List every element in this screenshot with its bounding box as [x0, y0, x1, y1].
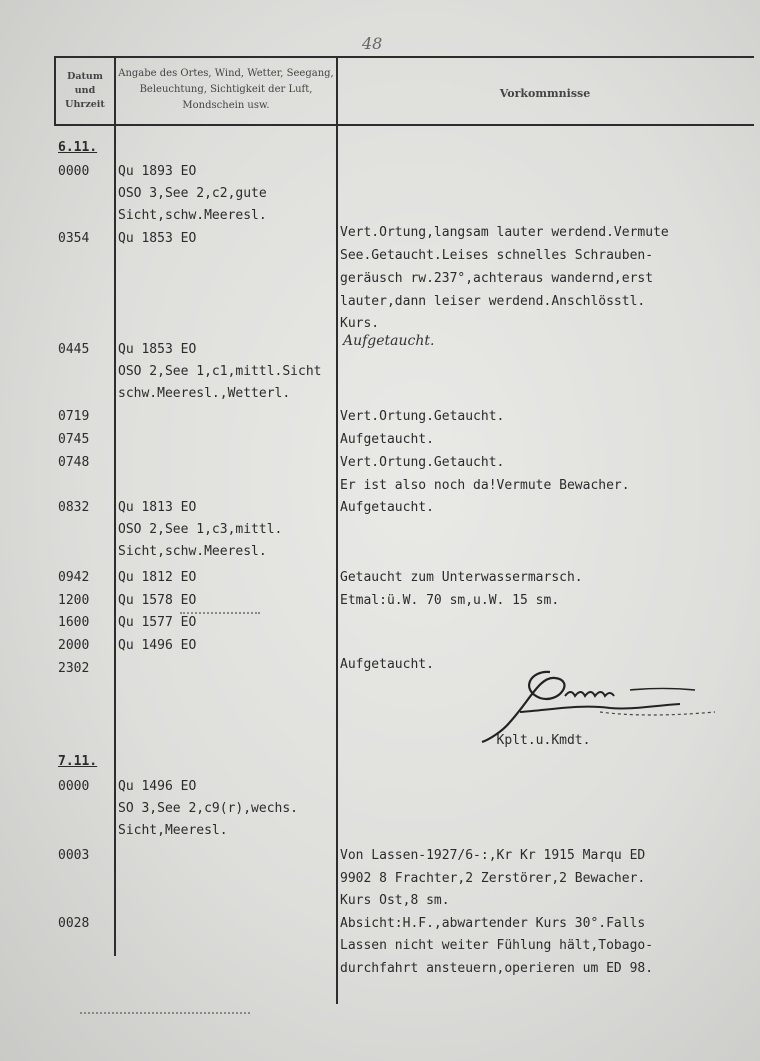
log-line-p0000a2: OSO 3,See 2,c2,gute [118, 186, 267, 201]
log-line-d2: 7.11. [58, 754, 98, 769]
log-line-p1200: Qu 1578 EO [118, 593, 197, 608]
log-line-v0748a: Vert.Ortung.Getaucht. [340, 455, 505, 470]
log-line-v0028b: Lassen nicht weiter Fühlung hält,Tobago- [340, 938, 654, 953]
page-number: 48 [362, 34, 383, 53]
log-line-t2000: 2000 [58, 638, 90, 653]
log-line-t0719: 0719 [58, 409, 90, 424]
log-line-v0745: Aufgetaucht. [340, 432, 434, 447]
log-line-v0354b: See.Getaucht.Leises schnelles Schrauben- [340, 248, 654, 263]
log-line-p0000a1: Qu 1893 EO [118, 164, 197, 179]
log-line-p0000b2: SO 3,See 2,c9(r),wechs. [118, 801, 299, 816]
log-line-t0748: 0748 [58, 455, 90, 470]
log-line-t1600: 1600 [58, 615, 90, 630]
log-line-d1: 6.11. [58, 140, 98, 155]
log-line-p0445a: Qu 1853 EO [118, 342, 197, 357]
log-line-v0354a: Vert.Ortung,langsam lauter werdend.Vermute [340, 225, 669, 240]
log-line-t0354: 0354 [58, 231, 90, 246]
dotted-mark-2 [80, 1012, 250, 1014]
log-line-t0745: 0745 [58, 432, 90, 447]
log-line-p2000: Qu 1496 EO [118, 638, 197, 653]
log-line-t1200: 1200 [58, 593, 90, 608]
log-line-v0354e: Kurs. [340, 316, 380, 331]
log-line-p0354: Qu 1853 EO [118, 231, 197, 246]
header-rule [54, 124, 754, 126]
log-line-p0445b: OSO 2,See 1,c1,mittl.Sicht [118, 364, 322, 379]
log-line-v0028a: Absicht:H.F.,abwartender Kurs 30°.Falls [340, 916, 646, 931]
log-line-p0832b: OSO 2,See 1,c3,mittl. [118, 522, 283, 537]
log-line-p0000a3: Sicht,schw.Meeresl. [118, 208, 267, 223]
log-line-p0832a: Qu 1813 EO [118, 500, 197, 515]
log-line-p0000b3: Sicht,Meeresl. [118, 823, 228, 838]
log-line-t0942: 0942 [58, 570, 90, 585]
log-line-p0942: Qu 1812 EO [118, 570, 197, 585]
log-line-v0719: Vert.Ortung.Getaucht. [340, 409, 505, 424]
log-line-t0003: 0003 [58, 848, 90, 863]
dotted-mark-1 [180, 612, 260, 614]
log-line-v0003b: 9902 8 Frachter,2 Zerstörer,2 Bewacher. [340, 871, 646, 886]
log-line-v0003a: Von Lassen-1927/6-:,Kr Kr 1915 Marqu ED [340, 848, 646, 863]
log-line-v0942: Getaucht zum Unterwassermarsch. [340, 570, 583, 585]
log-line-v0354c: geräusch rw.237°,achteraus wandernd,erst [340, 271, 654, 286]
commander-signature [480, 660, 720, 750]
log-line-t0000b: 0000 [58, 779, 90, 794]
log-line-t0832: 0832 [58, 500, 90, 515]
log-line-v2302: Aufgetaucht. [340, 657, 434, 672]
header-ort: Angabe des Ortes, Wind, Wetter, Seegang, Beleuchtung, Sichtigkeit der Luft, Mondschein usw. [118, 68, 334, 111]
header-vorkommnisse: Vorkommnisse [499, 87, 591, 100]
log-line-v0354d: lauter,dann leiser werdend.Anschlösstl. [340, 294, 646, 309]
log-line-p1600: Qu 1577 EO [118, 615, 197, 630]
log-line-t2302: 2302 [58, 661, 90, 676]
col-divider-1 [114, 56, 116, 956]
top-rule [54, 56, 754, 58]
col-divider-2 [336, 56, 338, 1004]
log-line-t0445: 0445 [58, 342, 90, 357]
header-datum: Datum und Uhrzeit [65, 71, 105, 110]
log-line-v1200: Etmal:ü.W. 70 sm,u.W. 15 sm. [340, 593, 560, 608]
log-line-t0028: 0028 [58, 916, 90, 931]
log-line-v0003c: Kurs Ost,8 sm. [340, 893, 450, 908]
handwritten-note: Aufgetaucht. [343, 333, 435, 349]
log-line-p0445c: schw.Meeresl.,Wetterl. [118, 386, 291, 401]
log-line-v0832: Aufgetaucht. [340, 500, 434, 515]
log-line-v0028c: durchfahrt ansteuern,operieren um ED 98. [340, 961, 654, 976]
log-line-v0748b: Er ist also noch da!Vermute Bewacher. [340, 478, 630, 493]
log-line-p0000b1: Qu 1496 EO [118, 779, 197, 794]
log-line-t0000a: 0000 [58, 164, 90, 179]
log-line-p0832c: Sicht,schw.Meeresl. [118, 544, 267, 559]
log-line-sig: Kplt.u.Kmdt. [340, 733, 591, 748]
